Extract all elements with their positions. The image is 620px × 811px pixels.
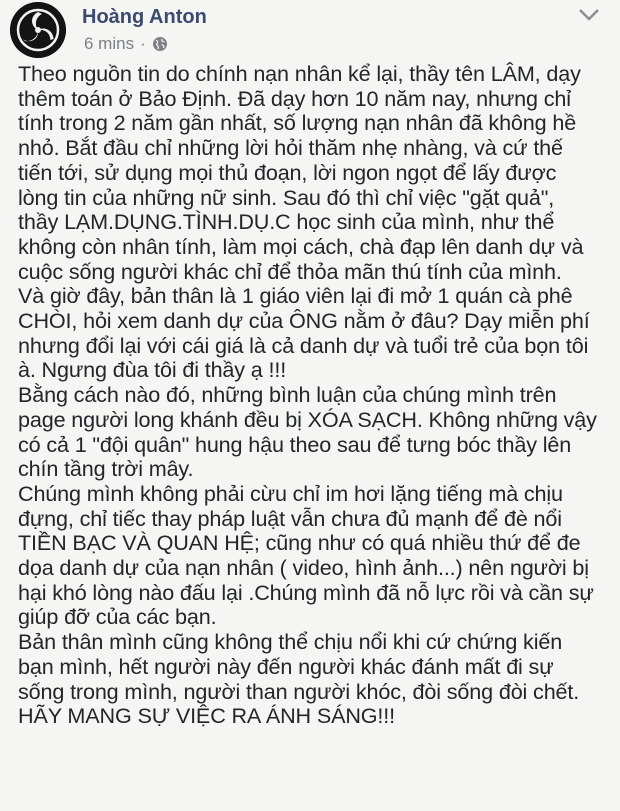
post-line: tiến tới, sử dụng mọi thủ đoạn, lời ngon ngọt để lấy được — [18, 159, 557, 185]
globe-icon — [152, 36, 168, 52]
post-line: hại khó lòng nào đấu lại .Chúng mình đã nỗ lực rồi và cần sự — [18, 579, 594, 605]
post-line: CHÒI, hỏi xem danh dự của ÔNG nằm ở đâu? Dạy miễn phí — [18, 308, 590, 334]
post-meta — [84, 34, 168, 54]
post-line: thêm toán ở Bảo Định. Đã dạy hơn 10 năm nay, nhưng chỉ — [18, 85, 571, 111]
post-line: đựng, chỉ tiếc thay pháp luật vẫn chưa đủ mạnh để đè nổi — [18, 505, 562, 531]
chevron-down-icon[interactable] — [578, 8, 600, 22]
post-line: giúp đỡ của các bạn. — [18, 604, 217, 630]
post-line: Chúng mình không phải cừu chỉ im hơi lặng tiếng mà chịu — [18, 480, 563, 506]
post-line: à. Ngưng đùa tôi đi thầy ạ !!! — [18, 357, 287, 383]
post-line: bạn mình, hết người này đến người khác đánh mất đi sự — [18, 653, 554, 679]
post-line: chín tầng trời mây. — [18, 456, 194, 482]
post-line: không còn nhân tính, làm mọi cách, chà đạp lên danh dự và — [18, 233, 584, 259]
post-time[interactable]: 6 mins — [84, 34, 135, 53]
post-line: TIỀN BẠC VÀ QUAN HỆ; cũng như có quá nhiều thứ để đe — [18, 530, 581, 556]
triskelion-logo-avatar — [10, 2, 66, 58]
post-line: HÃY MANG SỰ VIỆC RA ÁNH SÁNG!!! — [18, 703, 395, 729]
post-body — [18, 62, 616, 729]
post-line: page người long khánh đều bị XÓA SẠCH. Không những vậy — [18, 406, 597, 432]
post-line: có cả 1 "đội quân" hung hậu theo sau để tưng bóc thầy lên — [18, 431, 572, 457]
post-line: Bản thân mình cũng không thể chịu nổi khi cứ chứng kiến — [18, 629, 563, 655]
post-line: dọa danh dự của nạn nhân ( video, hình ảnh...) nên người bị — [18, 555, 589, 581]
post-line: nhưng đổi lại với cái giá là cả danh dự và tuổi trẻ của bọn tôi — [18, 332, 589, 358]
post-line: cuộc sống người khác chỉ để thỏa mãn thú tính của mình. — [18, 258, 562, 284]
avatar[interactable] — [10, 2, 66, 58]
post-line: lòng tin của những nữ sinh. Sau đó thì chỉ việc "gặt quả", — [18, 184, 555, 210]
post-header — [10, 2, 610, 58]
post-line: thầy LẠM.DỤNG.TÌNH.DỤ.C học sinh của mình, như thể — [18, 209, 555, 235]
post-line: sống trong mình, người than người khóc, đòi sống đòi chết. — [18, 678, 580, 704]
author-name[interactable]: Hoàng Anton — [82, 6, 207, 28]
post-line: tính trong 2 năm gần nhất, số lượng nạn nhân đã không hề — [18, 110, 577, 136]
post-line: Theo nguồn tin do chính nạn nhân kể lại, thầy tên LÂM, dạy — [18, 61, 581, 86]
meta-separator: · — [140, 34, 146, 53]
post-line: nhỏ. Bắt đầu chỉ những lời hỏi thăm nhẹ nhàng, và cứ thế — [18, 135, 563, 161]
post-line: Bằng cách nào đó, những bình luận của chúng mình trên — [18, 382, 557, 408]
post-line: Và giờ đây, bản thân là 1 giáo viên lại đi mở 1 quán cà phê — [18, 283, 573, 309]
